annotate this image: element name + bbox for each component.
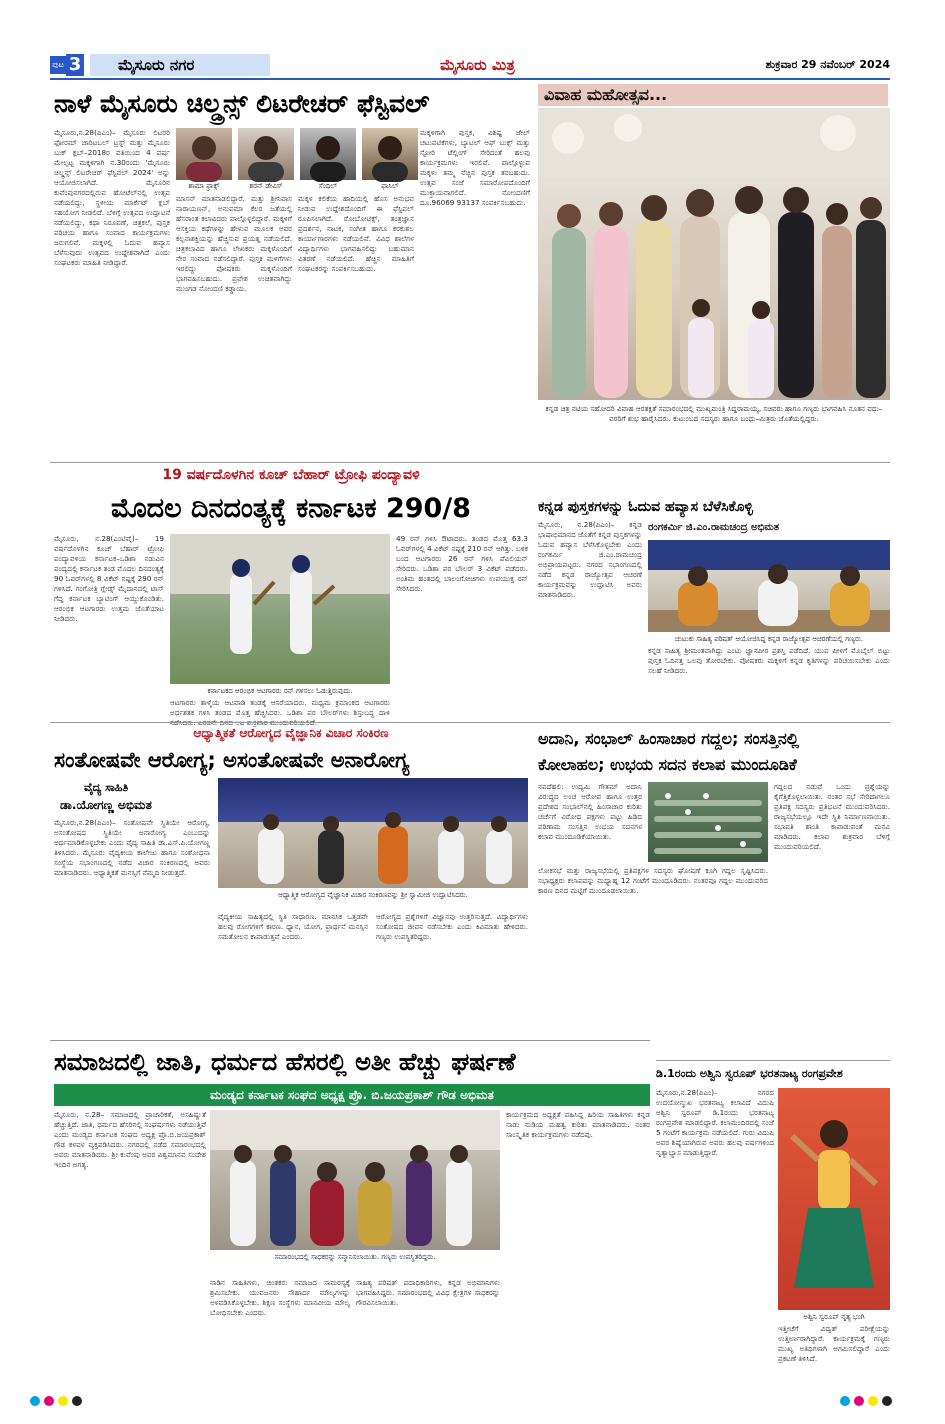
caste-headline: ಸಮಾಜದಲ್ಲಿ ಜಾತಿ, ಧರ್ಮದ ಹೆಸರಲ್ಲಿ ಅತೀ ಹೆಚ್ಚು ಘರ್ಷಣೆ — [54, 1048, 516, 1076]
books-photo — [648, 540, 890, 632]
parliament-headline-2: ಕೋಲಾಹಲ; ಉಭಯ ಸದನ ಕಲಾಪ ಮುಂದೂಡಿಕೆ — [538, 755, 797, 774]
health-sub1: ವೈದ್ಯ ಸಾಹಿತಿ — [84, 781, 129, 794]
registration-dot-yellow — [58, 1396, 68, 1406]
dance-headline: ಡಿ.1ರಂದು ಅಶ್ವಿನಿ ಸ್ವರೂಪ್ ಭರತನಾಟ್ಯ ರಂಗಪ್ರವೇಶ — [656, 1067, 843, 1080]
person-silhouette-icon — [238, 128, 294, 180]
registration-dot-magenta — [854, 1396, 864, 1406]
lit-fest-col2: ಮಾಸನ್ ಮಾತನಾಡಲಿದ್ದಾರೆ. ಮತ್ತು ಶ್ರೀನಿವಾಸ ನಾರಾಯಣನ್, ಅನುಪಮಾ ಕೆಲರ ಜತೆಯಲ್ಲಿ ಹೆಸರಾಂತ ಕಲಾವಿದರು ಪಾಲ್ಗೊಳ್ಳಲಿದ್ದಾರೆ. ಮಕ್ಕಳಿಗೆ ಆಸಕ್ತಿಯ ಕಥೆಗಳನ್ನು ಹೇಳುವ ಮೂಲಕ ಅವರ ಕಲ್ಪನಾಶಕ್ತಿಯನ್ನು ಹೆಚ್ಚಿಸುವ ಪ್ರಯತ್ನ ನಡೆಯಲಿದೆ. ಚಿತ್ರಕಲಾವಿದ ಹಾಗೂ ಲೇಖಕರು ಮಕ್ಕಳೊಂದಿಗೆ ನೇರ ಸಂವಾದ ನಡೆಸಲಿದ್ದಾರೆ. ಪುಸ್ತಕ ಮಳಿಗೆಗಳು ಇರಲಿದ್ದು ಪೋಷಕರು ಮಕ್ಕಳೊಂದಿಗೆ ಭಾಗವಹಿಸಬಹುದು. ಪ್ರವೇಶ ಉಚಿತವಾಗಿದ್ದು ಮುಂಗಡ ನೋಂದಣಿ ಕಡ್ಡಾಯ. — [176, 194, 292, 293]
registration-dot-black — [72, 1396, 82, 1406]
caste-col3: ಸಾಹಿತ್ಯ ಪರಿಷತ್ ಪದಾಧಿಕಾರಿಗಳು, ಕನ್ನಡ ಅಭಿಮಾನಿಗಳು ಭಾಗವಹಿಸಿದ್ದರು. ಸಮಾರಂಭದಲ್ಲಿ ವಿವಿಧ ಕ್ಷೇತ್ರಗಳ ಸಾಧಕರನ್ನು ಗೌರವಿಸಲಾಯಿತು. — [356, 1278, 500, 1307]
books-headline: ಕನ್ನಡ ಪುಸ್ತಕಗಳನ್ನು ಓದುವ ಹವ್ಯಾಸ ಬೆಳೆಸಿಕೊಳ್ಳಿ — [538, 499, 753, 515]
parliament-col3: ಗದ್ದಲದ ನಡುವೆ ಒಂದು ಪ್ರಶ್ನೆಯನ್ನು ಕೈಗೆತ್ತಿಕೊಳ್ಳಲಾಯಿತು. ನಂತರ ಸಭೆ ಸೇರಿದಾಗಲೂ ಪ್ರತಿಪಕ್ಷ ಸದಸ್ಯರು ಪ್ರತಿಭಟನೆ ಮುಂದುವರಿಸಿದರು. ರಾಜ್ಯಸಭೆಯಲ್ಲೂ ಇದೇ ಸ್ಥಿತಿ ನಿರ್ಮಾಣವಾಯಿತು. ಸಭಾಪತಿ ಶಾಂತಿ ಕಾಪಾಡುವಂತೆ ಮನವಿ ಮಾಡಿದರು. ಕಲಾಪ ಶುಕ್ರವಾರ ಬೆಳಿಗ್ಗೆ ಮುಂದುವರಿಯಲಿದೆ. — [774, 782, 890, 851]
caste-photo-caption: ಸಮಾರಂಭದಲ್ಲಿ ಸಾಧಕರನ್ನು ಸನ್ಮಾನಿಸಲಾಯಿತು. ಗಣ್ಯರು ಉಪಸ್ಥಿತರಿದ್ದರು. — [274, 1253, 436, 1261]
books-col1: ಮೈಸೂರು, ನ.28(ಪಿಎಂ)– ಕನ್ನಡ ಭಾಷಾಭಿಮಾನದ ಜೊತೆಗೆ ಕನ್ನಡ ಪುಸ್ತಕಗಳನ್ನು ಓದುವ ಹವ್ಯಾಸ ಬೆಳೆಸಿಕೊಳ್ಳಬೇಕು ಎಂದು ರಂಗಕರ್ಮಿ ಜಿ.ಎಂ.ರಾಮಚಂದ್ರ ಅಭಿಪ್ರಾಯಪಟ್ಟರು. ನಗರದ ಸಭಾಂಗಣದಲ್ಲಿ ನಡೆದ ಕನ್ನಡ ರಾಜ್ಯೋತ್ಸವ ಆಚರಣೆ ಕಾರ್ಯಕ್ರಮವನ್ನು ಉದ್ಘಾಟಿಸಿ ಅವರು ಮಾತನಾಡಿದರು. — [538, 520, 642, 599]
dance-col2: ಇತ್ತೀಚೆಗೆ ವಿದ್ವತ್ ಪರೀಕ್ಷೆಯನ್ನು ಉತ್ತೀರ್ಣರಾಗಿದ್ದಾರೆ. ಕಾರ್ಯಕ್ರಮಕ್ಕೆ ಗಣ್ಯರು ಮುಖ್ಯ ಅತಿಥಿಗಳಾಗಿ ಆಗಮಿಸಲಿದ್ದಾರೆ ಎಂದು ಪ್ರಕಟಣೆ ತಿಳಿಸಿದೆ. — [778, 1324, 890, 1363]
parliament-photo — [648, 782, 768, 862]
caste-photo — [210, 1110, 500, 1250]
registration-dot-black — [882, 1396, 892, 1406]
caste-kicker: ಮಂಡ್ಯದ ಕರ್ನಾಟಕ ಸಂಘದ ಅಧ್ಯಕ್ಷ ಪ್ರೊ. ಬಿ.ಜಯಪ್ರಕಾಶ್ ಗೌಡ ಅಭಿಮತ — [54, 1084, 650, 1106]
cricket-headline: ಮೊದಲ ದಿನದಂತ್ಯಕ್ಕೆ ಕರ್ನಾಟಕ 290/8 — [111, 493, 471, 524]
wedding-photo — [538, 108, 890, 400]
books-kicker: ರಂಗಕರ್ಮಿ ಜಿ.ಎಂ.ರಾಮಚಂದ್ರ ಅಭಿಮತ — [648, 522, 780, 533]
caste-col4: ಕಾರ್ಯಕ್ರಮದ ಅಧ್ಯಕ್ಷತೆ ವಹಿಸಿದ್ದ ಹಿರಿಯ ಸಾಹಿತಿಗಳು ಕನ್ನಡ ನಾಡು ನುಡಿಯ ಮಹತ್ವ ಕುರಿತು ಮಾತನಾಡಿದರು. ನಂತರ ಸಾಂಸ್ಕೃತಿಕ ಕಾರ್ಯಕ್ರಮಗಳು ನಡೆದವು. — [506, 1110, 650, 1139]
cricket-photo — [170, 534, 390, 684]
person-silhouette-icon — [300, 128, 356, 180]
lit-fest-col3: ಮಕ್ಕಳ ಕಲಿಕೆಯ ಹಾದಿಯಲ್ಲಿ ಹೊಸ ಅನುಭವ ನೀಡುವ ಉದ್ದೇಶದೊಂದಿಗೆ ಈ ಫೆಸ್ಟಿವಲ್ ರೂಪಿಸಲಾಗಿದೆ. ರೋಬೋಟಿಕ್ಸ್, ತಂತ್ರಜ್ಞಾನ ಪ್ರದರ್ಶನ, ನಾಟಕ, ಸಂಗೀತ ಹಾಗೂ ಕರಕುಶಲ ಕಾರ್ಯಾಗಾರಗಳು ನಡೆಯಲಿವೆ. ವಿವಿಧ ಶಾಲೆಗಳ ವಿದ್ಯಾರ್ಥಿಗಳು ಭಾಗವಹಿಸಲಿದ್ದು ಬಹುಮಾನ ವಿತರಣೆ ನಡೆಯಲಿದೆ. ಹೆಚ್ಚಿನ ಮಾಹಿತಿಗೆ ಸಂಘಟಕರನ್ನು ಸಂಪರ್ಕಿಸಬಹುದು. — [298, 194, 414, 273]
cricket-col1: ಮೈಸೂರು, ನ.28(ಎಂಟಿವೈ)– 19 ವರ್ಷದೊಳಗಿನ ಕೂಚ್ ಬೆಹಾರ್ ಟ್ರೋಫಿ ಪಂದ್ಯಾವಳಿಯ ಕರ್ನಾಟಕ–ಒಡಿಶಾ ನಡುವಿನ ಪಂದ್ಯದಲ್ಲಿ ಕರ್ನಾಟಕ ತಂಡ ಮೊದಲ ದಿನದಂತ್ಯಕ್ಕೆ 90 ಓವರ್‌ಗಳಲ್ಲಿ 8 ವಿಕೆಟ್ ನಷ್ಟಕ್ಕೆ 290 ರನ್ ಗಳಿಸಿದೆ. ಗಂಗೋತ್ರಿ ಗ್ಲೇಡ್ಸ್ ಮೈದಾನದಲ್ಲಿ ಟಾಸ್ ಗೆದ್ದ ಕರ್ನಾಟಕ ಬ್ಯಾಟಿಂಗ್ ಆಯ್ದುಕೊಂಡಿತು. ಆರಂಭಿಕ ಆಟಗಾರರು ಉತ್ತಮ ಜೊತೆಯಾಟ ನೀಡಿದರು. — [54, 534, 164, 623]
parliament-chamber-illustration — [648, 782, 768, 862]
registration-dot-yellow — [868, 1396, 878, 1406]
wedding-headline: ವಿವಾಹ ಮಹೋತ್ಸವ... — [538, 84, 888, 106]
parliament-col1: ನವದೆಹಲಿ: ಉದ್ಯಮಿ ಗೌತಮ್ ಅದಾನಿ ವಿರುದ್ಧದ ಲಂಚ ಆರೋಪ ಹಾಗೂ ಉತ್ತರ ಪ್ರದೇಶದ ಸಂಭಾಲ್‌ನಲ್ಲಿ ಹಿಂಸಾಚಾರ ಕುರಿತು ಚರ್ಚೆಗೆ ವಿರೋಧ ಪಕ್ಷಗಳು ಪಟ್ಟು ಹಿಡಿದ ಪರಿಣಾಮ ಸಂಸತ್ತಿನ ಉಭಯ ಸದನಗಳ ಕಲಾಪ ಮುಂದೂಡಿಕೆಯಾಯಿತು. — [538, 782, 642, 841]
caste-col1: ಮೈಸೂರು, ನ.28– ಸಮಾಜದಲ್ಲಿ ಪ್ರಾಚಾರಿಕತೆ, ಅಸಹಿಷ್ಣುತೆ ಹೆಚ್ಚುತ್ತಿದೆ. ಜಾತಿ, ಧರ್ಮದ ಹೆಸರಿನಲ್ಲಿ ಸಂಘರ್ಷಗಳು ನಡೆಯುತ್ತಿವೆ ಎಂದು ಮಂಡ್ಯದ ಕರ್ನಾಟಕ ಸಂಘದ ಅಧ್ಯಕ್ಷ ಪ್ರೊ.ಬಿ.ಜಯಪ್ರಕಾಶ್ ಗೌಡ ಕಳವಳ ವ್ಯಕ್ತಪಡಿಸಿದರು. ನಗರದಲ್ಲಿ ನಡೆದ ಸಮಾರಂಭದಲ್ಲಿ ಅವರು ಮಾತನಾಡಿದರು. ಶ್ರೀ ಕುವೆಂಪು ಅವರ ವಿಶ್ವಮಾನವ ಸಂದೇಶ ಇಂದಿನ ಅಗತ್ಯ. — [54, 1110, 206, 1169]
rule-4 — [656, 1060, 890, 1061]
dance-col1: ಮೈಸೂರು,ನ.28(ಪಿಎಂ)– ನಗರದ ಉದಯೋನ್ಮುಖ ಭರತನಾಟ್ಯ ಕಲಾವಿದೆ ವಿದುಷಿ ಅಶ್ವಿನಿ ಸ್ವರೂಪ್ ಡಿ.1ರಂದು ಭರತನಾಟ್ಯ ರಂಗಪ್ರವೇಶ ಮಾಡಲಿದ್ದಾರೆ. ಕಲಾಮಂದಿರದಲ್ಲಿ ಸಂಜೆ 5 ಗಂಟೆಗೆ ಕಾರ್ಯಕ್ರಮ ನಡೆಯಲಿದೆ. ಗುರು ವಿದುಷಿ ಅವರ ಶಿಷ್ಯೆಯಾಗಿರುವ ಅವರು ಹಲವು ವರ್ಷಗಳಿಂದ ನೃತ್ಯಾಭ್ಯಾಸ ಮಾಡುತ್ತಿದ್ದಾರೆ. — [656, 1088, 774, 1157]
dance-photo — [778, 1088, 890, 1310]
felicitation-illustration — [210, 1110, 500, 1250]
photo-name-1: ಶಾಮಾ ಫ್ರಾಕ್ಸ್ — [188, 182, 220, 190]
person-silhouette-icon — [176, 128, 232, 180]
section-name: ಮೈಸೂರು ನಗರ — [90, 54, 270, 76]
health-col2: ವೈದ್ಯಕೀಯ ಸಾಹಿತ್ಯದಲ್ಲಿ ಸ್ಥಿತಿ ಸಾಧಾರಣ. ಮಾನಸಿಕ ಒತ್ತಡವೇ ಹಲವು ರೋಗಗಳಿಗೆ ಕಾರಣ. ಧ್ಯಾನ, ಯೋಗ, ಪ್ರಾರ್ಥನೆ ಮನಸ್ಸಿನ ಸಮತೋಲನ ಕಾಪಾಡುತ್ತವೆ ಎಂದರು. — [218, 912, 368, 941]
books-col2: ಕನ್ನಡ ಸಾಹಿತ್ಯ ಶ್ರೀಮಂತವಾಗಿದ್ದು ಎಂಟು ಜ್ಞಾನಪೀಠ ಪ್ರಶಸ್ತಿ ಪಡೆದಿದೆ. ಯುವ ಪೀಳಿಗೆ ಮೊಬೈಲ್ ಬಿಟ್ಟು ಪುಸ್ತಕ ಓದಿನತ್ತ ಒಲವು ತೋರಬೇಕು. ಪೋಷಕರು ಮಕ್ಕಳಿಗೆ ಕನ್ನಡ ಕೃತಿಗಳನ್ನು ಪರಿಚಯಿಸಬೇಕು ಎಂದು ಸಲಹೆ ನೀಡಿದರು. — [648, 646, 890, 675]
parliament-col2: ಲೋಕಸಭೆ ಮತ್ತು ರಾಜ್ಯಸಭೆಯಲ್ಲಿ ಪ್ರತಿಪಕ್ಷಗಳ ಸದಸ್ಯರು ಘೋಷಣೆ ಕೂಗಿ ಗದ್ದಲ ಸೃಷ್ಟಿಸಿದರು. ಸಭಾಧ್ಯಕ್ಷರು ಕಲಾಪವನ್ನು ಮಧ್ಯಾಹ್ನ 12 ಗಂಟೆಗೆ ಮುಂದೂಡಿದರು. ನಂತರವೂ ಗದ್ದಲ ಮುಂದುವರಿದ ಕಾರಣ ದಿನದ ಮಟ್ಟಿಗೆ ಮುಂದೂಡಲಾಯಿತು. — [538, 866, 768, 895]
lit-fest-headline: ನಾಳೆ ಮೈಸೂರು ಚಿಲ್ಡ್ರನ್ಸ್ ಲಿಟರೇಚರ್ ಫೆಸ್ಟಿವಲ್ — [54, 89, 430, 118]
lit-fest-photo-2 — [238, 128, 294, 180]
rule-3 — [50, 1040, 650, 1041]
cricket-batsmen-illustration — [170, 534, 390, 684]
lit-fest-col4: ಮಕ್ಕಳಿಗಾಗಿ ಪುಸ್ತಕ, ವಿಶಿಷ್ಟ ಜೇಲ್ ಚಟುವಟಿಕೆಗಳು, ಬ್ಯಾಟಲ್ ಆಫ್ ಬುಕ್ಸ್ ಮತ್ತು ಸ್ಟೋರಿ ಟೆಲ್ಲಿಂಗ್ ಸೇರಿದಂತೆ ಹಲವು ಕಾರ್ಯಕ್ರಮಗಳು ಇರಲಿವೆ. ಪಾಲ್ಗೊಳ್ಳುವ ಮಕ್ಕಳು ತಮ್ಮ ನೆಚ್ಚಿನ ಪುಸ್ತಕ ತರಬಹುದು. ಉತ್ಸವ ಸಂಜೆ ಸಮಾರೋಪದೊಂದಿಗೆ ಮುಕ್ತಾಯವಾಗಲಿದೆ. ನೋಂದಣಿಗೆ ದೂ.96069 93137 ಸಂಪರ್ಕಿಸಬಹುದು. — [420, 128, 530, 207]
registration-dot-magenta — [44, 1396, 54, 1406]
page-number: 3 — [66, 54, 84, 76]
health-photo-caption: ಆಧ್ಯಾತ್ಮಿಕ ಆರೋಗ್ಯದ ವೈಜ್ಞಾನಿಕ ವಿಚಾರ ಸಂಕಿರಣವನ್ನು ಶ್ರೀ ಸ್ವಾಮೀಜಿ ಉದ್ಘಾಟಿಸಿದರು. — [278, 891, 468, 899]
seminar-stage-illustration — [218, 778, 528, 888]
registration-dot-cyan — [30, 1396, 40, 1406]
rule-2 — [50, 722, 890, 723]
parliament-headline-1: ಅದಾನಿ, ಸಂಭಾಲ್ ಹಿಂಸಾಚಾರ ಗದ್ದಲ; ಸಂಸತ್ತಿನಲ್ಲಿ — [538, 729, 799, 748]
stage-guests-illustration — [648, 540, 890, 632]
cricket-photo-caption: ಕರ್ನಾಟಕದ ಆರಂಭಿಕ ಆಟಗಾರರು ರನ್ ಗಳಿಸಲು ಓಡುತ್ತಿರುವುದು. — [207, 687, 353, 695]
caste-col2: ನಾಡಿನ ಸಾಹಿತಿಗಳು, ಚಿಂತಕರು ಸಮಾಜದ ಸಾಮರಸ್ಯಕ್ಕೆ ಶ್ರಮಿಸಬೇಕು. ಯುವಜನರು ಸೌಹಾರ್ದ ಮೌಲ್ಯಗಳನ್ನು ಅಳವಡಿಸಿಕೊಳ್ಳಬೇಕು. ಶಿಕ್ಷಣ ಸಂಸ್ಥೆಗಳು ಮಾನವೀಯ ಮೌಲ್ಯ ಬೋಧಿಸಬೇಕು ಎಂದರು. — [210, 1278, 350, 1317]
cricket-col3: 49 ರನ್ ಗಳಿಸಿ ಔಟಾದರು. ತಂಡದ ಮೊತ್ತ 63.3 ಓವರ್‌ಗಳಲ್ಲಿ 4 ವಿಕೆಟ್ ನಷ್ಟಕ್ಕೆ 210 ರನ್ ಆಗಿತ್ತು. ಬಳಿಕ ಬಂದ ಆಟಗಾರರು 26 ರನ್ ಗಳಿಸಿ ಪೆವಿಲಿಯನ್ ಸೇರಿದರು. ಒಡಿಶಾ ಪರ ಬೌಲರ್ 3 ವಿಕೆಟ್ ಪಡೆದರು. ಅಂತಿಮ ಹಂತದಲ್ಲಿ ಬಾಲಂಗೋಚಿಗಳು ಉಪಯುಕ್ತ ರನ್ ಸೇರಿಸಿದರು. — [396, 534, 528, 593]
health-photo — [218, 778, 528, 888]
cricket-col2: ಆಟಗಾರರು ತಾಳ್ಮೆಯ ಆಟವಾಡಿ ತಂಡಕ್ಕೆ ಆಸರೆಯಾದರು. ಮಧ್ಯಮ ಕ್ರಮಾಂಕದ ಆಟಗಾರರು ಅರ್ಧಶತಕ ಗಳಿಸಿ ತಂಡದ ಮೊತ್ತ ಹೆಚ್ಚಿಸಿದರು. ಒಡಿಶಾ ಪರ ಬೌಲರ್‌ಗಳು ಶಿಸ್ತುಬದ್ಧ ದಾಳಿ — [170, 698, 390, 717]
registration-dot-cyan — [840, 1396, 850, 1406]
health-kicker: ಆಧ್ಯಾತ್ಮಿಕತೆ ಆರೋಗ್ಯದ ವೈಜ್ಞಾನಿಕ ವಿಚಾರ ಸಂಕಿರಣ — [193, 726, 389, 740]
health-col1: ಮೈಸೂರು,ನ.28(ಪಿಎಂ)– ಸಂತೋಷವೇ ಸ್ಥಿತಿಯೇ ಆರೋಗ್ಯ, ಅಸಂತೋಷದ ಸ್ಥಿತಿಯೇ ಅನಾರೋಗ್ಯ ಎಂಬುದನ್ನು ಅರ್ಥಮಾಡಿಕೊಳ್ಳಬೇಕು ಎಂದು ವೈದ್ಯ ಸಾಹಿತಿ ಡಾ.ಎಸ್.ಪಿ.ಯೋಗಣ್ಣ ತಿಳಿಸಿದರು. ಮೈಸೂರು ವೈದ್ಯಕೀಯ ಕಾಲೇಜು ಹಾಗೂ ಸಂಶೋಧನಾ ಸಂಸ್ಥೆಯ ಸಭಾಂಗಣದಲ್ಲಿ ನಡೆದ ವಿಚಾರ ಸಂಕಿರಣದಲ್ಲಿ ಅವರು ಮಾತನಾಡಿದರು. ಆಧ್ಯಾತ್ಮಿಕತೆ ಮನಸ್ಸಿಗೆ ನೆಮ್ಮದಿ ನೀಡುತ್ತದೆ. — [54, 818, 210, 877]
dance-photo-caption: ಅಶ್ವಿನಿ ಸ್ವರೂಪ್ ನೃತ್ಯ ಭಂಗಿ — [803, 1313, 865, 1321]
wedding-caption: ಕನ್ನಡ ಚಿತ್ರ ನಟಿಯ ಸಹೋದರಿ ವಿವಾಹ ಆರತಕ್ಷತೆ ಸಮಾರಂಭದಲ್ಲಿ ಮುಖ್ಯಮಂತ್ರಿ ಸಿದ್ದರಾಮಯ್ಯ, ಸಚಿವರು ಹಾಗೂ ಗಣ್ಯರು ಭಾಗವಹಿಸಿ ನೂತನ ವಧು–ವರರಿಗೆ ಶುಭ ಹಾರೈಸಿದರು. ಕುಟುಂಬದ ಸದಸ್ಯರು ಹಾಗೂ ಬಂಧು–ಮಿತ್ರರು ಜೊತೆಯಲ್ಲಿದ್ದರು. — [545, 404, 883, 423]
cricket-kicker: 19 ವರ್ಷದೊಳಗಿನ ಕೂಚ್ ಬೆಹಾರ್ ಟ್ರೋಫಿ ಪಂದ್ಯಾವಳಿ — [162, 467, 420, 483]
lit-fest-col1: ಮೈಸೂರು,ನ.28(ಪಿಎಂ)– ಮೈಸೂರು ಲಿಟರರಿ ಫೋರಮ್ ಚಾರಿಟಬಲ್ ಟ್ರಸ್ಟ್ ಮತ್ತು ಮೈಸೂರು ಬುಕ್ ಕ್ಲಬ್–2018ರ ವತಿಯಿಂದ 4 ವರ್ಷ ಮೇಲ್ಪಟ್ಟ ಮಕ್ಕಳಿಗಾಗಿ ನ.30ರಂದು 'ಮೈಸೂರು ಚಿಲ್ಡ್ರನ್ಸ್ ಲಿಟರೇಚರ್ ಫೆಸ್ಟಿವಲ್ 2024' ಅನ್ನು ಆಯೋಜಿಸಲಾಗಿದೆ. ಮೈಸೂರಿನ ಕುವೆಂಪುನಗರದಲ್ಲಿರುವ ಹೋಟೆಲ್‌ನಲ್ಲಿ ಉತ್ಸವ ನಡೆಯಲಿದ್ದು, ಸ್ಥಳೀಯ ಮಾರ್ಕೆಟ್ ಕ್ಲಬ್ ಸಹಯೋಗ ನೀಡಲಿದೆ. ಬೆಳಿಗ್ಗೆ ಉತ್ಸವದ ಉದ್ಘಾಟನೆ ನಡೆಯಲಿದ್ದು, ಕಥಾ ನಿರೂಪಣೆ, ಚಿತ್ರಕಲೆ, ಪುಸ್ತಕ ಪರಿಚಯ ಹಾಗೂ ಸಂವಾದ ಕಾರ್ಯಕ್ರಮಗಳು ಜರುಗಲಿವೆ. ಮಕ್ಕಳಲ್ಲಿ ಓದುವ ಹವ್ಯಾಸ ಬೆಳೆಸುವುದು ಉತ್ಸವದ ಉದ್ದೇಶವಾಗಿದೆ ಎಂದು ಸಂಘಟಕರು ಮಾಹಿತಿ ನೀಡಿದ್ದಾರೆ. — [54, 128, 170, 267]
books-photo-caption: ಚುಟುಕು ಸಾಹಿತ್ಯ ಪರಿಷತ್ ಆಯೋಜಿಸಿದ್ದ ಕನ್ನಡ ರಾಜ್ಯೋತ್ಸವ ಆಚರಣೆಯಲ್ಲಿ ಗಣ್ಯರು. — [674, 635, 864, 643]
health-sub2: ಡಾ.ಯೋಗಣ್ಣ ಅಭಿಮತ — [60, 798, 152, 812]
person-silhouette-icon — [362, 128, 418, 180]
rule-1 — [50, 462, 890, 463]
lit-fest-photo-1 — [176, 128, 232, 180]
photo-name-2: ಶರನ್ ಡೇವಿಸ್ — [249, 182, 283, 190]
masthead — [50, 54, 890, 76]
health-col3: ಆರೋಗ್ಯದ ಪ್ರಶ್ನೆಗಳಿಗೆ ವಿಜ್ಞಾನವು ಉತ್ತರಿಸುತ್ತದೆ. ವಿದ್ಯಾರ್ಥಿಗಳು ಸಂತೋಷದ ಜೀವನ ನಡೆಸಬೇಕು ಎಂದು ಕಿವಿಮಾತು ಹೇಳಿದರು. ಗಣ್ಯರು ಉಪಸ್ಥಿತರಿದ್ದರು. — [376, 912, 528, 941]
lit-fest-photo-3 — [300, 128, 356, 180]
photo-name-4: ಫಾಸಿಲ್ — [381, 182, 399, 190]
lit-fest-photo-4 — [362, 128, 418, 180]
health-headline: ಸಂತೋಷವೇ ಆರೋಗ್ಯ; ಅಸಂತೋಷವೇ ಅನಾರೋಗ್ಯ — [54, 748, 410, 772]
masthead-rule — [50, 78, 890, 80]
dancer-illustration — [778, 1088, 890, 1310]
issue-date: ಶುಕ್ರವಾರ 29 ನವೆಂಬರ್ 2024 — [765, 58, 890, 71]
photo-name-3: ಸೆಂಥಿಲ್ — [318, 182, 338, 190]
page-label: ಪುಟ — [50, 56, 66, 74]
group-photo-illustration — [538, 108, 890, 400]
paper-name: ಮೈಸೂರು ಮಿತ್ರ — [440, 56, 515, 74]
